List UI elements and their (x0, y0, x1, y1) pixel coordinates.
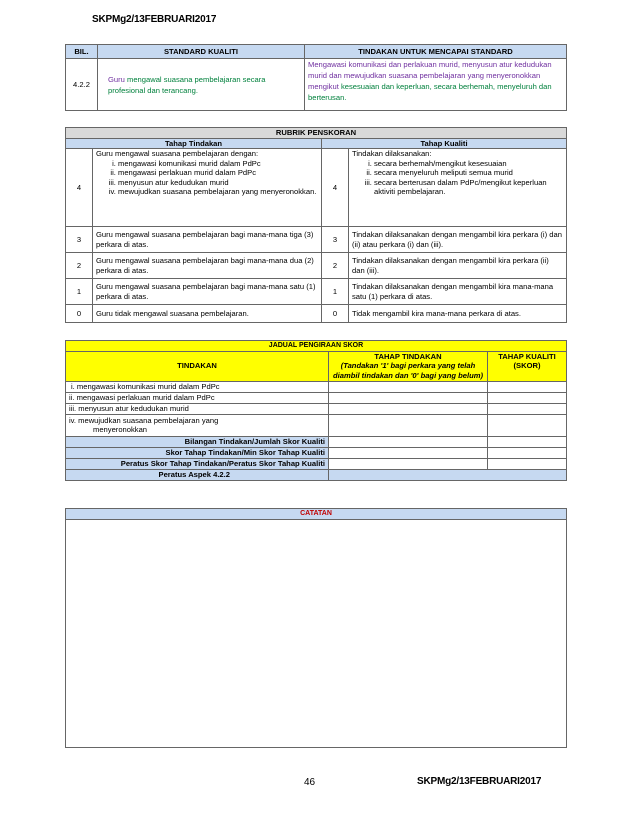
jadual-item: ii. mengawasi perlakuan murid dalam PdPc (66, 392, 329, 403)
rubrik-score-4b: 4 (322, 149, 349, 227)
tindakan-text (305, 59, 567, 111)
jadual-tindakan-cell[interactable] (329, 392, 488, 403)
standard-text (98, 59, 305, 111)
calc-bilangan-kualiti[interactable] (488, 436, 567, 447)
rubrik-tindakan-4-item: iv. mewujudkan suasana pembelajaran yang menyeronokkan. (118, 187, 318, 197)
rubrik-tindakan-4-item: ii. mengawasi perlakuan murid dalam PdPc (118, 168, 318, 178)
jadual-table (65, 340, 567, 481)
jadual-title: JADUAL PENGIRAAN SKOR (66, 341, 567, 352)
rubrik-score-3a: 3 (66, 227, 93, 253)
catatan-title: CATATAN (66, 509, 567, 520)
rubrik-tindakan-4 (93, 149, 322, 227)
jadual-item: iii. menyusun atur kedudukan murid (66, 403, 329, 414)
rubrik-score-2b: 2 (322, 253, 349, 279)
rubrik-tindakan-3: Guru mengawal suasana pembelajaran bagi mana-mana tiga (3) perkara di atas. (93, 227, 322, 253)
rubrik-score-4a: 4 (66, 149, 93, 227)
standard-word-guru: Guru (108, 74, 125, 84)
jadual-item-4: iv. mewujudkan suasana pembelajaran yang (69, 415, 219, 425)
rubrik-kualiti-4 (349, 149, 567, 227)
calc-peratus: Peratus Skor Tahap Tindakan/Peratus Skor Tahap Kualiti (66, 458, 329, 469)
jadual-col-tahap-note: (Tandakan '1' bagi perkara yang telah diambil tindakan dan '0' bagi yang belum) (332, 361, 484, 380)
calc-peratus-kualiti[interactable] (488, 458, 567, 469)
rubrik-col-tindakan: Tahap Tindakan (66, 138, 322, 149)
catatan-table (65, 508, 567, 748)
jadual-tindakan-cell[interactable] (329, 381, 488, 392)
jadual-item: i. mengawasi komunikasi murid dalam PdPc (66, 381, 329, 392)
rubrik-kualiti-4-item: iii. secara berterusan dalam PdPc/mengikut keperluan aktiviti pembelajaran. (374, 178, 563, 197)
calc-skor: Skor Tahap Tindakan/Min Skor Tahap Kualiti (66, 447, 329, 458)
rubrik-tindakan-2: Guru mengawal suasana pembelajaran bagi mana-mana dua (2) perkara di atas. (93, 253, 322, 279)
jadual-col-tahap-kualiti: TAHAP KUALITI (SKOR) (488, 351, 567, 381)
rubrik-kualiti-3: Tindakan dilaksanakan dengan mengambil kira perkara (i) dan (ii) atau perkara (i) dan (iii). (349, 227, 567, 253)
header-doc-code: SKPMg2/13FEBRUARI2017 (92, 14, 217, 25)
rubrik-tindakan-4-item: iii. menyusun atur kedudukan murid (118, 178, 318, 188)
jadual-kualiti-cell[interactable] (488, 381, 567, 392)
rubrik-score-1b: 1 (322, 279, 349, 305)
calc-skor-kualiti[interactable] (488, 447, 567, 458)
rubrik-tindakan-0: Guru tidak mengawal suasana pembelajaran. (93, 305, 322, 323)
rubrik-tindakan-4-item: i. mengawasi komunikasi murid dalam PdPc (118, 159, 318, 169)
catatan-body[interactable] (66, 519, 567, 747)
jadual-kualiti-cell[interactable] (488, 403, 567, 414)
calc-bilangan: Bilangan Tindakan/Jumlah Skor Kualiti (66, 436, 329, 447)
rubrik-kualiti-2: Tindakan dilaksanakan dengan mengambil kira perkara (ii) dan (iii). (349, 253, 567, 279)
calc-peratus-tindakan[interactable] (329, 458, 488, 469)
jadual-tindakan-cell[interactable] (329, 403, 488, 414)
rubrik-kualiti-1: Tindakan dilaksanakan dengan mengambil kira mana-mana satu (1) perkara di atas. (349, 279, 567, 305)
col-bil: BIL. (66, 45, 98, 59)
jadual-tindakan-cell[interactable] (329, 414, 488, 436)
rubrik-col-kualiti: Tahap Kualiti (322, 138, 567, 149)
standard-desc: mengawal suasana pembelajaran secara profesional dan terancang. (108, 74, 266, 95)
col-tindakan: TINDAKAN UNTUK MENCAPAI STANDARD (305, 45, 567, 59)
rubrik-score-2a: 2 (66, 253, 93, 279)
page-number: 46 (304, 777, 316, 788)
jadual-kualiti-cell[interactable] (488, 414, 567, 436)
calc-skor-tindakan[interactable] (329, 447, 488, 458)
footer-doc-code: SKPMg2/13FEBRUARI2017 (417, 776, 542, 787)
rubrik-kualiti-0: Tidak mengambil kira mana-mana perkara di atas. (349, 305, 567, 323)
rubrik-table (65, 127, 567, 323)
rubrik-score-1a: 1 (66, 279, 93, 305)
standard-table (65, 44, 567, 111)
calc-peratus-aspek: Peratus Aspek 4.2.2 (66, 469, 329, 480)
tindakan-green: kesesuaian dan keperluan, secara berhemah, menyeluruh dan berterusan. (308, 82, 552, 102)
rubrik-kualiti-4-item: i. secara berhemah/mengikut kesesuaian (374, 159, 563, 169)
jadual-kualiti-cell[interactable] (488, 392, 567, 403)
rubrik-title: RUBRIK PENSKORAN (66, 128, 567, 139)
jadual-item (66, 414, 329, 436)
rubrik-score-0a: 0 (66, 305, 93, 323)
rubrik-kualiti-4-intro: Tindakan dilaksanakan: (352, 149, 432, 158)
calc-peratus-aspek-value[interactable] (329, 469, 567, 480)
rubrik-kualiti-4-item: ii. secara menyeluruh meliputi semua murid (374, 168, 563, 178)
jadual-col-tindakan: TINDAKAN (66, 351, 329, 381)
tindakan-purple: Mengawasi komunikasi dan perlakuan murid, menyusun atur kedudukan murid dan mewujudkan suasana pembelajaran yang menyeronokkan mengikut (308, 60, 552, 91)
jadual-item-4-cont: menyeronokkan (93, 425, 148, 434)
calc-bilangan-tindakan[interactable] (329, 436, 488, 447)
rubrik-tindakan-4-intro: Guru mengawal suasana pembelajaran dengan: (96, 149, 259, 158)
jadual-col-tahap-tindakan (329, 351, 488, 381)
jadual-col-tahap-label: TAHAP TINDAKAN (374, 351, 442, 361)
rubrik-score-0b: 0 (322, 305, 349, 323)
standard-bil: 4.2.2 (66, 59, 98, 111)
col-standard: STANDARD KUALITI (98, 45, 305, 59)
rubrik-score-3b: 3 (322, 227, 349, 253)
rubrik-tindakan-1: Guru mengawal suasana pembelajaran bagi mana-mana satu (1) perkara di atas. (93, 279, 322, 305)
